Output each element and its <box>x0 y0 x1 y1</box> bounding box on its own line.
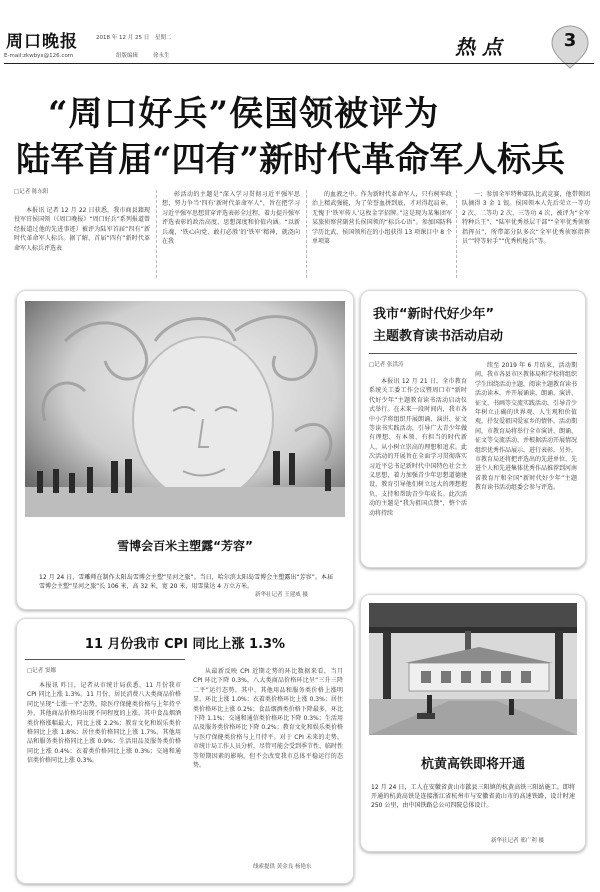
cpi-title: 11 月份我市 CPI 同比上涨 1.3% <box>84 637 286 652</box>
masthead-logo: 周口晚报 <box>6 32 78 52</box>
cpi-col2: 从最新反映 CPI 近期走势的环比数据来看，当月 CPI 环比下降 0.3%，八大类商品价格环比呈“三升三降二平”运行态势。其中，其他用品和服务类价格上涨明显，环比上涨 1.0%；衣着类价格环比上涨 0.3%；居住类价格环比上涨 0.2%；食品烟酒类价格下降最多，环比下降 1.1%；交通和通信类价格环比下降 0.3%；生活用品及服务类价格环比下降 0.2%；教育文化和娱乐类价格与医疗保健类价格与上月持平。对于 CPI 未来的走势，市统计局工作人员分析，尽管可能会受到季节性、临时性等短期因素的影响，但不会改变我市总体平稳运行的态势。 <box>193 668 343 770</box>
railway-station-photo <box>369 603 577 735</box>
issue-date: 2018 年 12 月 25 日 <box>96 35 150 41</box>
page-number: 3 <box>563 30 577 51</box>
masthead-email: E-mail:zkwbyx@126.com <box>4 53 74 59</box>
snow-expo-card <box>16 290 354 610</box>
youth-col1: 本报讯 12 月 21 日，全市教育系统关工委工作会议暨周口市“新时代好少年”主题教育读书活动启动仪式举行。在未来一段时间内，我市各中小学将组织开展朗诵、演讲、征文等读书实践活动，引导广大青少年做有理想、有本领、有担当的时代新人，从小树立崇高的理想和追求。此次活动的开展旨在全面学习贯彻落实习近平总书记新时代中国特色社会主义思想，着力加强青少年思想道德建设，教育引导他们树立远大的理想抱负，支持和帮助青少年成长。此次活动的主题是“我为祖国点赞”，整个活动将持续 <box>369 378 467 517</box>
cpi-credit: 线索提供 黄金良 杨艳东 <box>253 864 312 870</box>
youth-reading-card <box>360 290 586 568</box>
snow-sculpture-photo <box>25 301 345 517</box>
youth-byline: □记者 张洪涛 <box>369 362 404 368</box>
rail-caption-title: 杭黄高铁即将开通 <box>420 757 525 772</box>
youth-title-rule <box>369 353 577 354</box>
issue-weekday: 星期二 <box>155 35 172 41</box>
cpi-byline: □记者 窦娜 <box>27 668 56 674</box>
section-title: 热 点 <box>455 35 502 59</box>
lead-col1: 本报讯 记者 12 月 22 日获悉，我市商县籍现役军官侯国领（《周口晚报》“周口好兵”系列报道曾经报道过他的先进事迹）被评为陆军首届“四有”新时代革命军人标兵。据了解，首届“四有”新时代革命军人标兵评选表 <box>14 207 150 252</box>
cpi-card <box>16 618 354 884</box>
lead-headline-1: “周口好兵”侯国领被评为 <box>48 94 440 134</box>
lead-divider <box>156 190 157 278</box>
snow-caption-title: 雪博会百米主塑露“芳容” <box>117 539 253 553</box>
lead-col2: 彰活动的主题是“深入学习贯彻习近平强军思想，努力争当‘四有’新时代革命军人”，旨在把学习习近平强军思想贯穿评选表彰全过程，着力提升强军评选表彰的政治高度、思想深度和价值内涵。“以新兵魂，‘铁心向党、敢打必胜’的‘铁军’精神，就浇向在我 <box>162 191 300 246</box>
editor-name: 徐永生 <box>153 53 170 59</box>
rail-credit: 新华社记者 邢广利 摄 <box>491 838 544 844</box>
snow-credit: 新华社记者 王建威 摄 <box>255 592 308 598</box>
lead-col3: 的血液之中。作为新时代革命军人，只有树牢政治上精武强能，为了荣誉血拼到底，才对得起肩章，无愧于‘铁军传人’这枚金字招牌。”这是现为某集团军某旅侦察营副营长侯国领的“标兵心语”。参加国防科学历比武，侯国领所在的小组获得 13 项课目中 8 个单项第 <box>312 191 452 246</box>
cpi-col1: 本报讯 昨日，记者从市统计局获悉，11 月份我市 CPI 同比上涨 1.3%。11 月份，居民消费八大类商品价格同比呈现“七涨一平”态势，除医疗保健类价格与上年持平外，其他商品价格均出现不同程度的上涨。其中食品烟酒类价格涨幅最大，同比上涨 2.2%；教育文化和娱乐类价格同比上涨 1.8%；居住类价格同比上涨 1.7%。其他用品和服务类价格同比上涨 0.9%；生活用品及服务类价格同比上涨 0.4%；衣着类价格同比上涨 0.3%；交通和通信类价格同比上涨 0.3%。 <box>27 682 181 765</box>
youth-col2: 续至 2019 年 6 月结束，活动期间，我市各县市区教体局和学校将组织学生围绕活动主题，阅读主题教育读书活动读本，并开展诵读、朗诵、演讲、征文、书画等交流实践活动，引导青少年树立正确的世界观、人生观和价值观，抒发爱祖国爱家乡的情怀。活动期间，市教育局将举行全市演讲、朗诵、征文等交流活动，并根据活动开展情况组织优秀作品展示，进行表彰。另外，市教育局还将把评选出的先进单位、先进个人和先进集体优秀作品推荐到河南省教育厅和全国“新时代好少年”主题教育读书活动组委会参与评选。 <box>475 362 577 492</box>
cpi-title-rule <box>25 659 185 660</box>
snow-caption-text: 12 月 24 日，雪雕师在制作太阳岛雪博会主塑“星河之旅”。当日，哈尔滨太阳岛雪博会主塑露出“芳容”。本届雪博会主塑“星河之旅”长 106 米，高 32 米，宽 20 米，用雪量达 4 万立方米。 <box>39 574 333 590</box>
lead-byline: □记者 陈东阳 <box>14 189 49 195</box>
youth-title-2: 主题教育读书活动启动 <box>373 329 504 344</box>
youth-title-1: 我市“新时代好少年” <box>373 307 495 322</box>
rail-card <box>360 594 586 852</box>
lead-divider <box>456 190 457 278</box>
editor-role: 组版编辑 <box>116 53 139 59</box>
rail-caption-text: 12 月 24 日，工人在安徽省黄山市歙县三阳镇的杭黄高铁三阳站施工。即将开通的杭黄高铁是连接浙江省杭州市与安徽省黄山市的高速铁路，设计时速 250 公里，由中国铁路总公司四院总体设计。 <box>371 784 575 809</box>
lead-col4: 一；参加全军特种部队比武竞赛，他带领团队摘得 3 金 1 银。侯国领本人先后荣立一等功 2 次、二等功 2 次、三等功 4 次，被评为“全军特种兵王”、“陆军优秀基层干部”“全军优秀侦察指挥员”，所带部分队多次“全军优秀侦察指挥员”“特等射手”“优秀机枪兵”等。 <box>462 191 590 246</box>
lead-divider <box>306 190 307 278</box>
masthead-rule <box>4 63 594 64</box>
lead-headline-2: 陆军首届“四有”新时代革命军人标兵 <box>16 140 566 180</box>
